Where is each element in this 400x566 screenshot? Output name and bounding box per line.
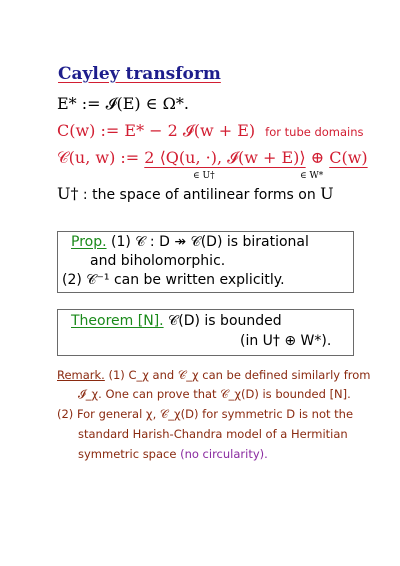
formula-plus: ⊕ [305, 148, 330, 167]
u-dagger-symbol: U† [57, 184, 79, 203]
proposition-label: Prop. [71, 234, 107, 250]
formula-term1: 2 ⟨Q(u, ·), 𝓘(w + E)⟩ [144, 148, 306, 167]
formula-lhs: 𝒞(u, w) := [57, 148, 145, 167]
theorem-line-2: (in U† ⊕ W*). [240, 333, 332, 349]
theorem-label: Theorem [N]. [71, 313, 164, 329]
definition-cayley-script-c [57, 148, 368, 168]
u-dagger-definition [57, 184, 334, 203]
theorem-text-1: 𝒞(D) is bounded [163, 313, 282, 329]
u-dagger-text: : the space of antilinear forms on [78, 187, 321, 203]
remark-line-2: 𝓘_χ. One can prove that 𝒞_χ(D) is bounded [N]. [78, 387, 351, 401]
term2-space-label: ∈ W* [300, 171, 324, 181]
remark-line-1 [57, 368, 371, 383]
remark-label: Remark. [57, 368, 105, 382]
formula-term2: C(w) [329, 148, 368, 167]
proposition-text-1: (1) 𝒞 : D ↠ 𝒞(D) is birational [106, 234, 309, 250]
remark-line-3: (2) For general χ, 𝒞_χ(D) for symmetric D is not the [57, 407, 354, 421]
proposition-line-1 [71, 234, 309, 250]
proposition-line-3: (2) 𝒞⁻¹ can be written explicitly. [62, 272, 285, 288]
remark-line-4: standard Harish-Chandra model of a Hermitian [78, 427, 348, 441]
definition-cayley-c [57, 121, 364, 141]
definition-e-star: E* := 𝓘(E) ∈ Ω*. [57, 94, 189, 113]
remark-text-1: (1) C_χ and 𝒞_χ can be defined similarly from [104, 368, 371, 382]
remark-text-5a: symmetric space [78, 447, 181, 461]
proposition-line-2: and biholomorphic. [90, 253, 226, 269]
tube-domain-note: for tube domains [265, 125, 364, 139]
theorem-line-1 [71, 313, 282, 329]
u-variable: U [320, 184, 334, 203]
term1-space-label: ∈ U† [193, 171, 215, 181]
slide-title: Cayley transform [58, 64, 221, 84]
remark-text-5b: (no circularity). [180, 447, 268, 461]
formula-c-w: C(w) := E* − 2 𝓘(w + E) [57, 121, 256, 140]
remark-line-5 [78, 447, 268, 461]
